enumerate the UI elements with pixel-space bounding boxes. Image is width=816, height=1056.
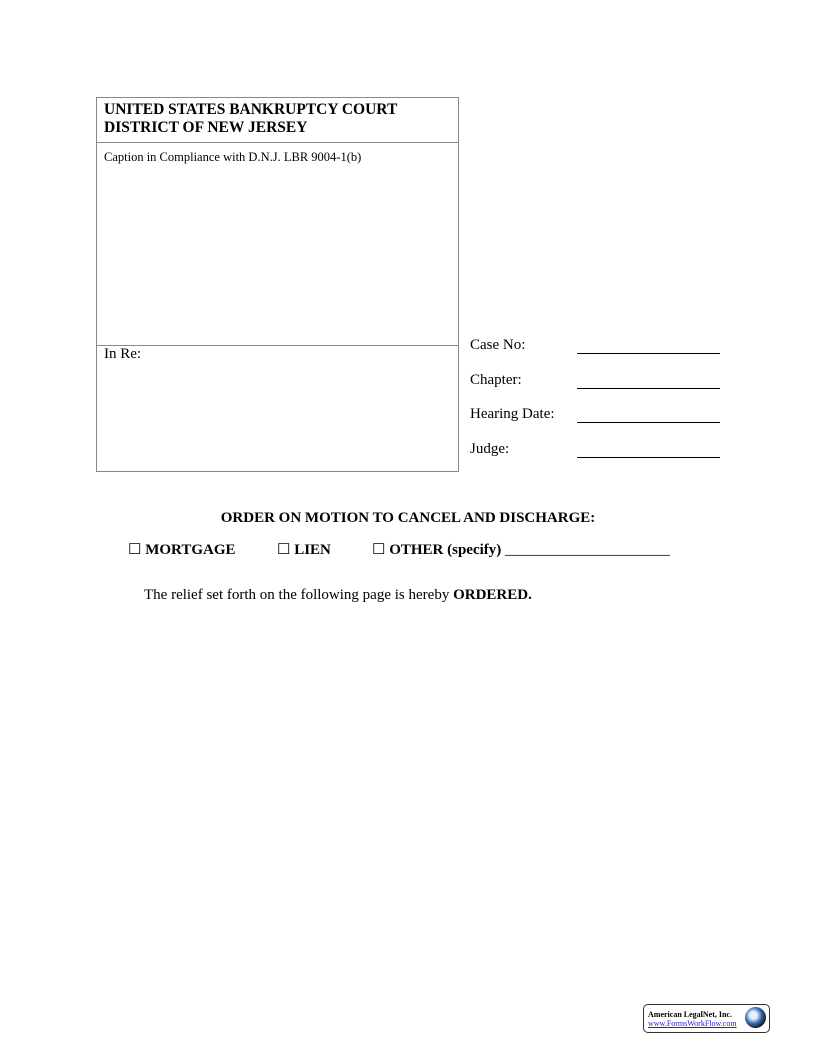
option-label: LIEN xyxy=(294,542,331,558)
checkbox-icon[interactable]: ☐ xyxy=(372,542,386,558)
option-mortgage[interactable] xyxy=(128,540,236,559)
in-re-label: In Re: xyxy=(104,346,142,362)
relief-ordered: ORDERED. xyxy=(453,587,532,603)
chapter-label: Chapter: xyxy=(470,372,522,388)
order-title: ORDER ON MOTION TO CANCEL AND DISCHARGE: xyxy=(220,510,596,526)
divider xyxy=(97,345,458,346)
logo-link[interactable]: www.FormsWorkFlow.com xyxy=(648,1019,737,1028)
option-other[interactable] xyxy=(372,540,670,559)
caption-box xyxy=(96,97,459,472)
logo-name: American LegalNet, Inc. xyxy=(648,1010,732,1019)
relief-statement xyxy=(144,587,532,604)
divider xyxy=(97,142,458,143)
checkbox-icon[interactable]: ☐ xyxy=(128,542,142,558)
case-no-field[interactable] xyxy=(577,353,720,354)
globe-icon xyxy=(745,1007,766,1028)
checkbox-icon[interactable]: ☐ xyxy=(277,542,291,558)
court-name xyxy=(104,101,397,137)
option-lien[interactable] xyxy=(277,540,331,559)
american-legalnet-logo[interactable] xyxy=(643,1004,770,1033)
option-label: MORTGAGE xyxy=(145,542,236,558)
chapter-field[interactable] xyxy=(577,388,720,389)
judge-field[interactable] xyxy=(577,457,720,458)
relief-text: The relief set forth on the following page is hereby xyxy=(144,587,454,603)
court-line-1: UNITED STATES BANKRUPTCY COURT xyxy=(104,101,398,118)
court-line-2: DISTRICT OF NEW JERSEY xyxy=(104,119,308,136)
option-label: OTHER (specify) xyxy=(389,542,502,558)
case-no-label: Case No: xyxy=(470,337,526,353)
caption-note: Caption in Compliance with D.N.J. LBR 9004-1(b) xyxy=(104,150,362,164)
judge-label: Judge: xyxy=(470,441,510,457)
hearing-date-label: Hearing Date: xyxy=(470,406,555,422)
hearing-date-field[interactable] xyxy=(577,422,720,423)
other-specify-field[interactable]: ______________________ xyxy=(505,542,671,558)
